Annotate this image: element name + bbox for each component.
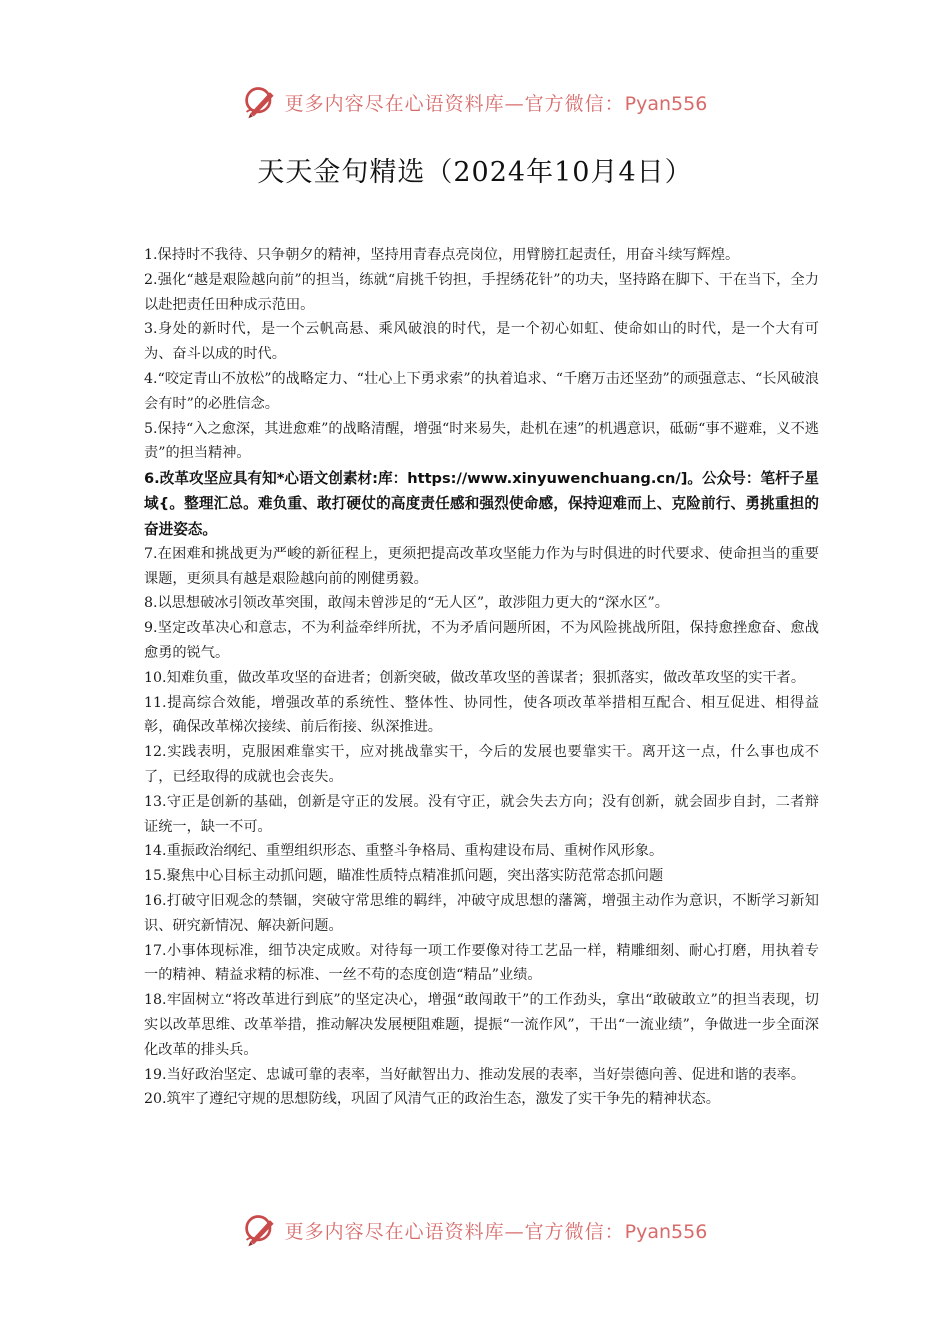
quote-item: 14.重振政治纲纪、重塑组织形态、重整斗争格局、重构建设布局、重树作风形象。 [144,843,664,860]
quote-item: 12.实践表明，克服困难靠实干，应对挑战靠实干，今后的发展也要靠实干。离开这一点，什么事也成不了，已经取得的成就也会丧失。 [144,744,819,785]
pen-logo-icon [243,1212,279,1248]
quote-item: 2.强化“越是艰险越向前”的担当，练就“肩挑千钧担，手捏绣花针”的功夫，坚持路在脚下、干在当下，全力以赴把责任田种成示范田。 [144,271,819,313]
quote-item: 17.小事体现标准，细节决定成败。对待每一项工作要像对待工艺品一样，精雕细刻、耐心打磨，用执着专一的精神、精益求精的标准、一丝不苟的态度创造“精品”业绩。 [144,942,819,984]
quote-item: 13.守正是创新的基础，创新是守正的发展。没有守正，就会失去方向；没有创新，就会固步自封，二者辩证统一，缺一不可。 [144,793,819,835]
quote-item: 8.以思想破冰引领改革突围，敢闯未曾涉足的“无人区”，敢涉阻力更大的“深水区”。 [144,595,669,612]
page-title: 天天金句精选（2024年10月4日） [257,157,693,188]
quote-item: 3.身处的新时代，是一个云帆高悬、乘风破浪的时代，是一个初心如虹、使命如山的时代，是一个大有可为、奋斗以成的时代。 [144,321,819,363]
wechat-id: Pyan556 [624,1220,708,1243]
quote-item: 7.在困难和挑战更为严峻的新征程上，更须把提高改革攻坚能力作为与时俱进的时代要求、使命担当的重要课题，更须具有越是艰险越向前的刚健勇毅。 [144,545,819,587]
banner-text: 更多内容尽在心语资料库—官方微信：Pyan556 [284,1220,708,1243]
quote-item: 18.牢固树立“将改革进行到底”的坚定决心，增强“敢闯敢干”的工作劲头，拿出“敢破敢立”的担当表现，切实以改革思维、改革举措，推动解决发展梗阻难题，提振“一流作风”，干出“一流业绩”，争做进一步全面深化改革的排头兵。 [144,992,819,1058]
quote-list [144,243,819,1112]
quote-item-watermarked: 6.改革攻坚应具有知*心语文创素材:库：https://www.xinyuwenchuang.cn/]。公众号：笔杆子星域{。整理汇总。难负重、敢打硬仗的高度责任感和强烈使命感，保持迎难而上、克险前行、勇挑重担的奋进姿态。 [144,470,819,538]
quote-item: 4.“咬定青山不放松”的战略定力、“壮心上下勇求索”的执着追求、“千磨万击还坚劲”的顽强意志、“长风破浪会有时”的必胜信念。 [144,370,819,412]
quote-item: 16.打破守旧观念的禁锢，突破守常思维的羁绊，冲破守成思想的藩篱，增强主动作为意识，不断学习新知识、研究新情况、解决新问题。 [144,892,819,934]
quote-item: 20.筑牢了遵纪守规的思想防线，巩固了风清气正的政治生态，激发了实干争先的精神状态。 [144,1091,720,1108]
quote-item: 5.保持“入之愈深，其进愈难”的战略清醒，增强“时来易失，赴机在速”的机遇意识，砥砺“事不避难，义不逃责”的担当精神。 [144,420,819,462]
quote-item: 11.提高综合效能，增强改革的系统性、整体性、协同性，使各项改革举措相互配合、相互促进、相得益彰，确保改革梯次接续、前后衔接、纵深推进。 [144,694,819,736]
quote-item: 15.聚焦中心目标主动抓问题，瞄准性质特点精准抓问题，突出落实防范常态抓问题 [144,868,664,885]
pen-logo-icon [243,84,279,120]
quote-item: 9.坚定改革决心和意志，不为利益牵绊所扰，不为矛盾问题所困，不为风险挑战所阻，保持愈挫愈奋、愈战愈勇的锐气。 [144,620,819,661]
footer-banner [0,1210,950,1250]
quote-item: 19.当好政治坚定、忠诚可靠的表率，当好献智出力、推动发展的表率，当好崇德向善、促进和谐的表率。 [144,1066,806,1083]
quote-item: 10.知难负重，做改革攻坚的奋进者；创新突破，做改革攻坚的善谋者；狠抓落实，做改革攻坚的实干者。 [144,669,806,686]
header-banner [0,82,950,122]
wechat-id: Pyan556 [624,92,708,115]
banner-text: 更多内容尽在心语资料库—官方微信：Pyan556 [284,92,708,115]
quote-item: 1.保持时不我待、只争朝夕的精神，坚持用青春点亮岗位，用臂膀扛起责任，用奋斗续写辉煌。 [144,247,740,263]
